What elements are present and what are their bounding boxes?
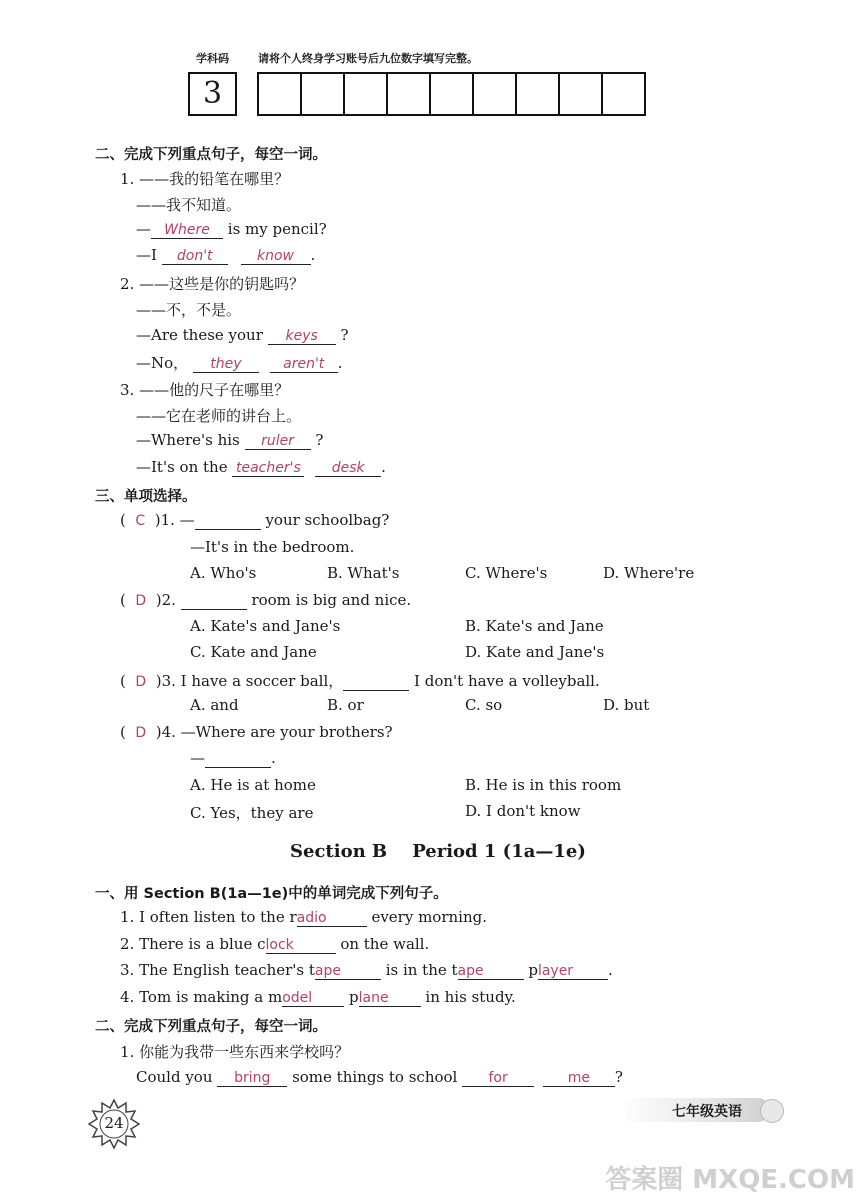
answer-blank: ape [458, 963, 524, 980]
text: p [349, 988, 359, 1006]
text: . [337, 354, 343, 372]
answer-blank: bring [217, 1070, 287, 1087]
section-heading: 二、完成下列重点句子，每空一词。 [95, 147, 327, 163]
question-blank [205, 749, 271, 768]
option: D. Kate and Jane's [465, 643, 605, 661]
answer-blank: keys [268, 328, 336, 345]
digit-box[interactable] [386, 72, 431, 116]
option: D. Where're [603, 564, 695, 582]
answer-blank: know [241, 248, 311, 265]
option: A. He is at home [190, 776, 316, 794]
text: 3. The English teacher's t [120, 961, 315, 979]
option: B. Kate's and Jane [465, 617, 604, 635]
answer-blank: Where [151, 222, 223, 239]
answer-blank: me [543, 1070, 615, 1087]
text: —No， [136, 354, 189, 372]
option: A. Who's [190, 564, 257, 582]
digit-box[interactable] [601, 72, 646, 116]
answer-blank: odel [282, 990, 344, 1007]
book-title-tab [620, 1098, 790, 1126]
text: in his study. [425, 988, 516, 1006]
section-heading: 二、完成下列重点句子，每空一词。 [95, 1019, 327, 1035]
text: room is big and nice. [251, 591, 412, 609]
watermark-logo: 答案圈 MXQE.COM [605, 1165, 855, 1195]
text: — [136, 220, 151, 238]
mc-answer: D [135, 725, 147, 741]
text: ? [315, 431, 324, 449]
option: D. but [603, 696, 650, 714]
option: B. or [327, 696, 364, 714]
question-line: —It's in the bedroom. [190, 538, 355, 556]
text: —Where's his [136, 431, 240, 449]
digit-box[interactable] [300, 72, 345, 116]
mc-question: ( D )2. room is big and nice. [120, 591, 412, 609]
section-heading: 一、用 Section B(1a—1e)中的单词完成下列句子。 [95, 886, 448, 902]
option: D. I don't know [465, 802, 581, 820]
answer-blank: adio [297, 910, 367, 927]
book-title: 七年级英语 [672, 1104, 742, 1120]
text: on the wall. [340, 935, 430, 953]
answer-blank: for [462, 1070, 534, 1087]
text: . [271, 749, 276, 767]
text: I don't have a volleyball. [414, 672, 600, 690]
digit-box[interactable] [429, 72, 474, 116]
question-blank [195, 511, 261, 530]
sentence-line [120, 908, 487, 927]
answer-blank: ape [315, 963, 381, 980]
text: )1. — [154, 511, 195, 529]
digit-box[interactable] [558, 72, 603, 116]
answer-blank: they [193, 356, 259, 373]
text: . [607, 961, 613, 979]
sentence-line [120, 935, 429, 954]
text: some things to school [292, 1068, 458, 1086]
question-line: 2. ——这些是你的钥匙吗？ [120, 275, 305, 293]
text: 1. I often listen to the r [120, 908, 297, 926]
sentence-line [136, 220, 327, 239]
sentence-line [136, 326, 349, 345]
text: 2. There is a blue c [120, 935, 266, 953]
question-line: ——它在老师的讲台上。 [136, 407, 302, 425]
option: A. and [190, 696, 239, 714]
text: —It's on the [136, 458, 228, 476]
section-title: Section B Period 1 (1a—1e) [290, 841, 586, 862]
question-line [190, 749, 276, 768]
question-line: ——不，不是。 [136, 301, 242, 319]
mc-question: ( C )1. — your schoolbag? [120, 511, 390, 529]
text: every morning. [371, 908, 487, 926]
text: )4. —Where are your brothers? [155, 723, 393, 741]
fill-instruction: 请将个人终身学习账号后九位数字填写完整。 [258, 52, 478, 65]
sentence-line [136, 246, 315, 265]
sentence-line [136, 431, 323, 450]
mc-answer: D [135, 593, 147, 609]
sentence-line [136, 458, 386, 477]
digit-box[interactable] [515, 72, 560, 116]
question-blank [181, 591, 247, 610]
answer-blank: lock [266, 937, 336, 954]
mc-answer: D [135, 674, 147, 690]
text: )3. I have a soccer ball， [155, 672, 344, 690]
text: . [310, 246, 316, 264]
subject-code-box: 3 [188, 72, 237, 116]
text: )2. [155, 591, 176, 609]
question-line: ——我不知道。 [136, 196, 242, 214]
text: ? [340, 326, 349, 344]
answer-blank: don't [162, 248, 228, 265]
answer-blank: layer [538, 963, 608, 980]
digit-box[interactable] [472, 72, 517, 116]
question-blank [343, 672, 409, 691]
section-heading: 三、单项选择。 [95, 489, 197, 505]
digit-box[interactable] [343, 72, 388, 116]
option: C. Yes，they are [190, 804, 314, 822]
text: is in the t [385, 961, 458, 979]
sentence-line [136, 352, 343, 373]
mc-question: ( D )4. —Where are your brothers? [120, 723, 393, 741]
subject-code-label: 学科码 [196, 52, 229, 65]
text: 4. Tom is making a m [120, 988, 283, 1006]
text: . [381, 458, 386, 476]
text: — [190, 749, 205, 767]
digit-box[interactable] [257, 72, 302, 116]
question-line: 3. ——他的尺子在哪里？ [120, 381, 290, 399]
sentence-line [120, 961, 613, 980]
option: C. so [465, 696, 503, 714]
question-line: 1. 你能为我带一些东西来学校吗？ [120, 1043, 350, 1061]
answer-blank: ruler [245, 433, 311, 450]
text: —Are these your [136, 326, 263, 344]
mc-answer: C [135, 513, 146, 529]
text: is my pencil? [227, 220, 327, 238]
option: A. Kate's and Jane's [190, 617, 341, 635]
sentence-line [136, 1068, 623, 1087]
page-number-badge [88, 1098, 140, 1150]
option: B. What's [327, 564, 400, 582]
flower-icon [760, 1099, 784, 1123]
option: B. He is in this room [465, 776, 622, 794]
option: C. Where's [465, 564, 548, 582]
text: p [528, 961, 538, 979]
answer-blank: lane [359, 990, 421, 1007]
question-line: 1. ——我的铅笔在哪里？ [120, 170, 290, 188]
text: Could you [136, 1068, 213, 1086]
mc-question: ( D )3. I have a soccer ball， I don't have a volleyball. [120, 672, 600, 690]
answer-blank: desk [315, 460, 381, 477]
option: C. Kate and Jane [190, 643, 317, 661]
answer-blank: teacher's [232, 460, 304, 477]
text: your schoolbag? [265, 511, 390, 529]
page-number: 24 [104, 1114, 124, 1132]
text: —I [136, 246, 157, 264]
sentence-line [120, 988, 516, 1007]
answer-blank: aren't [270, 356, 338, 373]
text: ? [614, 1068, 623, 1086]
account-number-boxes [188, 72, 644, 116]
